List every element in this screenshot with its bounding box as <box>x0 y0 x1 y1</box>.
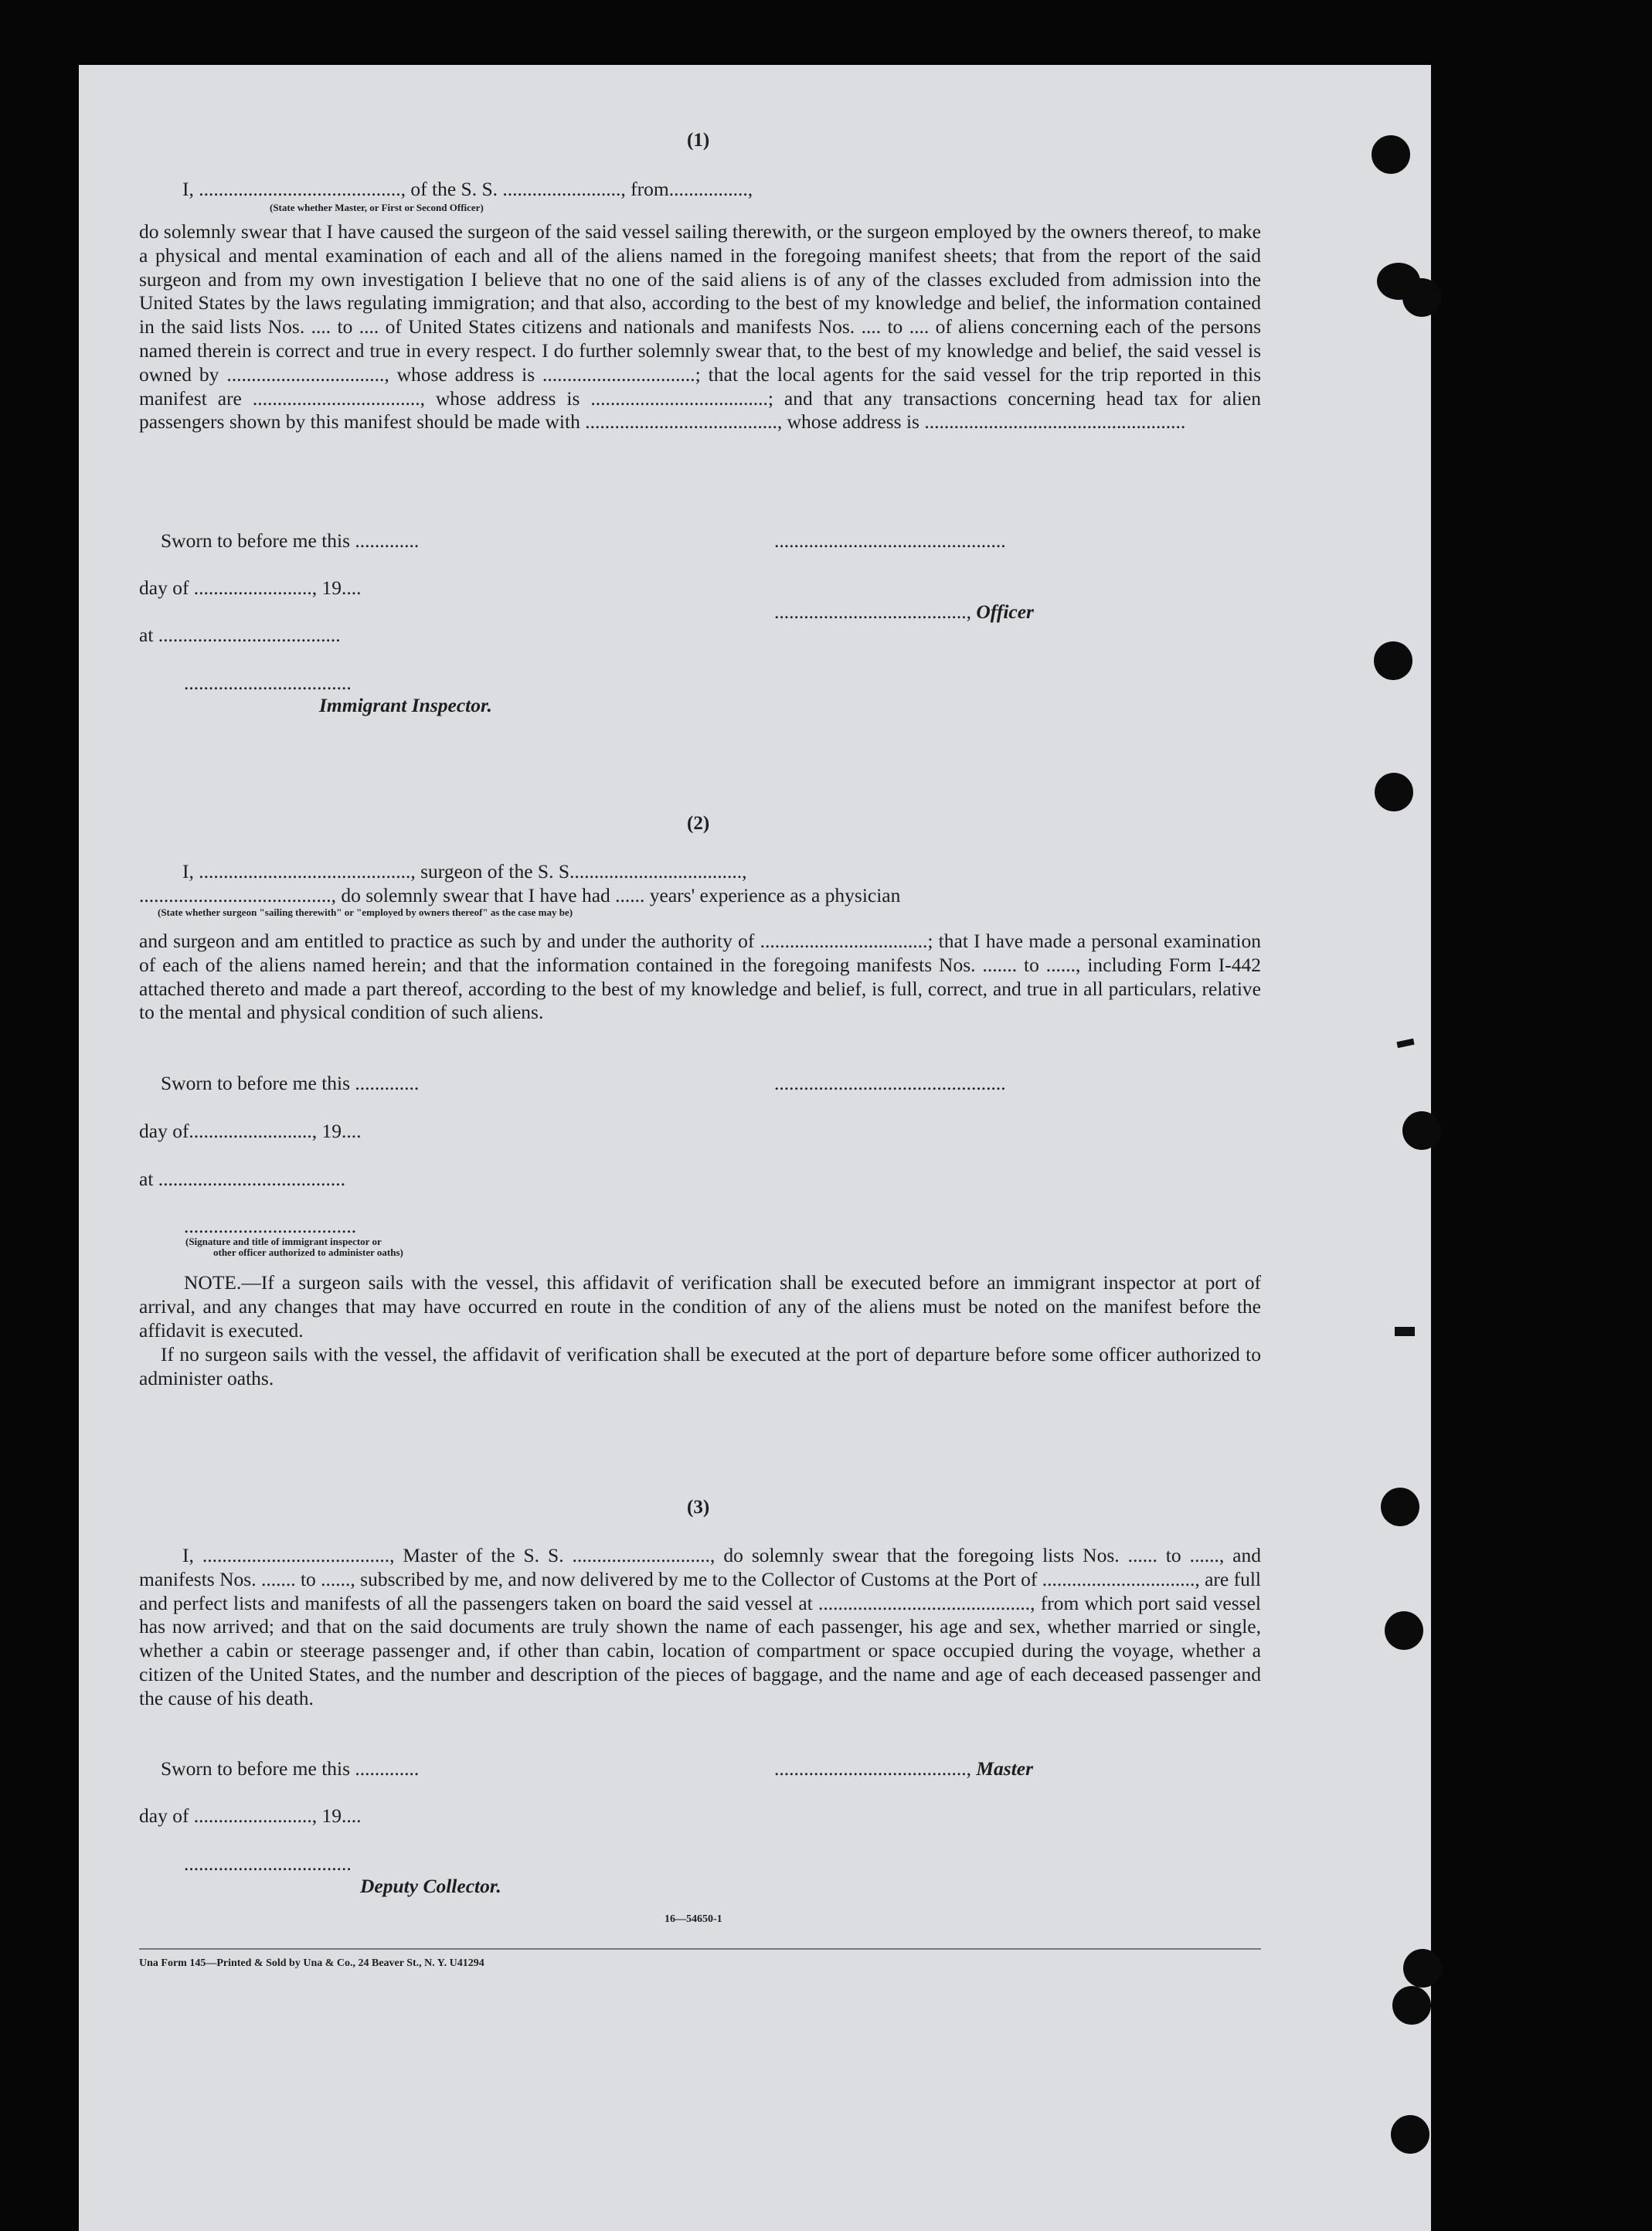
section-1-heading: (1) <box>687 130 710 151</box>
punch-hole <box>1403 1949 1442 1988</box>
punch-hole <box>1375 773 1413 811</box>
punch-hole <box>1391 2115 1429 2154</box>
section-2-day-of: day of........................., 19.... <box>139 1120 362 1142</box>
section-1-inspector-label: Immigrant Inspector. <box>319 694 492 716</box>
section-1-signature-line: ............................................... <box>774 529 1006 552</box>
section-2-inspector-signature: ................................... <box>184 1215 357 1237</box>
section-1-officer-caption: (State whether Master, or First or Second Officer) <box>270 202 484 213</box>
section-2-heading: (2) <box>687 813 710 834</box>
section-3-master-line <box>774 1757 1033 1780</box>
punch-hole <box>1381 1488 1419 1526</box>
punch-hole <box>1374 641 1412 680</box>
officer-label: Officer <box>976 600 1034 623</box>
punch-hole <box>1372 135 1410 174</box>
section-3-heading: (3) <box>687 1497 710 1518</box>
section-3-collector-signature: .................................. <box>184 1852 352 1875</box>
section-1-at-line: at ..................................... <box>139 624 341 646</box>
section-2-second-line: ......................................., do solemnly swear that I have had ...... years' experience as a physician <box>139 884 901 906</box>
punch-hole <box>1402 1111 1441 1150</box>
master-label: Master <box>976 1757 1034 1780</box>
section-2-first-line: I, ..........................................., surgeon of the S. S..................................., <box>182 860 747 883</box>
form-number: 16—54650-1 <box>665 1913 722 1925</box>
section-2-at-line: at ...................................... <box>139 1168 346 1190</box>
section-1-sworn-line: Sworn to before me this ............. <box>161 529 420 552</box>
section-2-surgeon-caption: (State whether surgeon "sailing therewith" or "employed by owners thereof" as the case may be) <box>158 906 573 918</box>
punch-hole <box>1392 1986 1431 2025</box>
section-1-day-of: day of ........................, 19.... <box>139 576 362 599</box>
section-2-signature-line: ............................................... <box>774 1072 1006 1094</box>
punch-hole <box>1402 278 1441 317</box>
section-3-sworn-line: Sworn to before me this ............. <box>161 1757 420 1780</box>
section-2-signature-caption-2: other officer authorized to administer oaths) <box>213 1246 403 1258</box>
section-1-officer-line <box>774 600 1034 624</box>
officer-dots: ......................................., <box>774 600 977 623</box>
section-1-inspector-signature: .................................. <box>184 672 352 694</box>
section-3-collector-label: Deputy Collector. <box>360 1875 501 1897</box>
section-2-note-continued: If no surgeon sails with the vessel, the affidavit of verification shall be executed at the port of departure before some officer authorized to administer oaths. <box>139 1343 1261 1389</box>
master-dots: ......................................., <box>774 1757 977 1780</box>
section-1-first-line: I, ........................................., of the S. S. ........................, from................, <box>182 178 753 200</box>
section-1-affidavit: do solemnly swear that I have caused the surgeon of the said vessel sailing therewith, or the surgeon employed by the owners thereof, to make a physical and mental examination of each and all of the aliens named in the foregoing manifest sheets; that from the report of the said surgeon and from my own investigation I believe that no one of the said aliens is of any of the classes excluded from admission into the United States by the laws regulating immigration; and that also, according to the best of my knowledge and belief, the information contained in the said lists Nos. .... to .... of United States citizens and nationals and manifests Nos. .... to .... of aliens concerning each of the persons named therein is correct and true in every respect. I do further solemnly swear that, to the best of my knowledge and belief, the said vessel is owned by ................................, whose address is ...............................; that the local agents for the said vessel for the trip reported in this manifest are .................................., whose address is ....................................; and that any transactions concerning head tax for alien passengers shown by this manifest should be made with ......................................., whose address is ..................................................... <box>139 220 1261 434</box>
section-3-affidavit: I, ......................................, Master of the S. S. ............................, do solemnly swear that the foregoing lists Nos. ...... to ......, and manifests Nos. ....... to ......, subscribed by me, and now delivered by me to the Collector of Customs at the Port of ..............................., are full and perfect lists and manifests of all the passengers taken on board the said vessel at ..........................................., from which port said vessel has now arrived; and that on the said documents are truly shown the name of each passenger, his age and sex, whether married or single, whether a cabin or steerage passenger and, if other than cabin, location of compartment or space occupied during the voyage, whether a citizen of the United States, and the number and description of the pieces of baggage, and the name and age of each deceased passenger and the cause of his death. <box>139 1544 1261 1709</box>
punch-hole <box>1385 1611 1423 1650</box>
scan-mark <box>1395 1327 1415 1336</box>
section-2-note: NOTE.—If a surgeon sails with the vessel, this affidavit of verification shall be executed before an immigrant inspector at port of arrival, and any changes that may have occurred en route in the condition of any of the aliens must be noted on the manifest before the affidavit is executed. <box>139 1271 1261 1342</box>
printer-footer: Una Form 145—Printed & Sold by Una & Co., 24 Beaver St., N. Y. U41294 <box>139 1957 484 1969</box>
section-2-affidavit: and surgeon and am entitled to practice as such by and under the authority of ..................................; that I have made a personal examination of each of the aliens named herein; and that the information contained in the foregoing manifests Nos. ....... to ......, including Form I-442 attached thereto and made a part thereof, according to the best of my knowledge and belief, is full, correct, and true in all particulars, relative to the mental and physical condition of such aliens. <box>139 930 1261 1024</box>
footer-divider <box>139 1948 1261 1950</box>
section-3-day-of: day of ........................, 19.... <box>139 1804 362 1827</box>
section-2-sworn-line: Sworn to before me this ............. <box>161 1072 420 1094</box>
section-2-signature-caption-1: (Signature and title of immigrant inspector or <box>185 1236 382 1247</box>
